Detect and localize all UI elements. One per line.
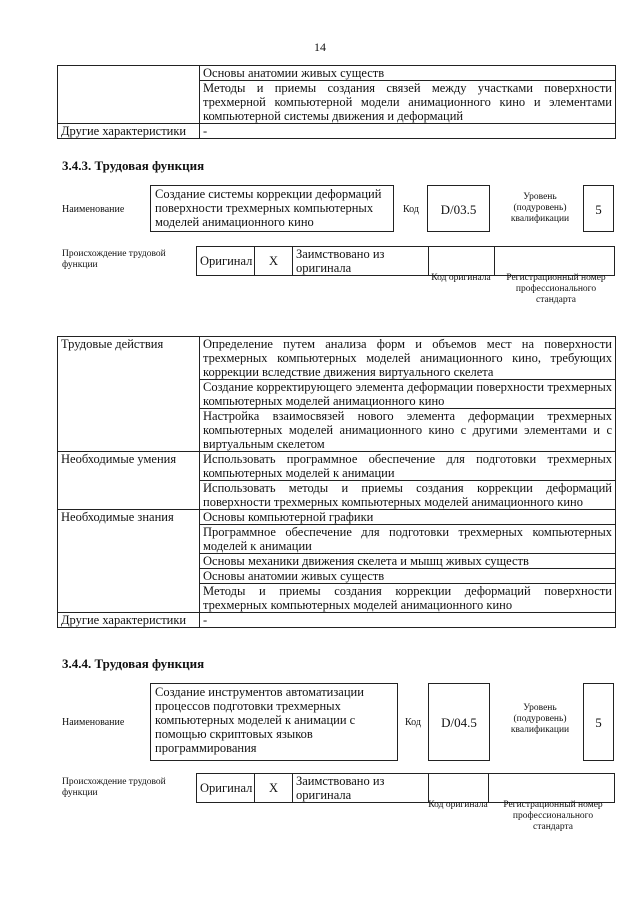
other-characteristics-label: Другие характеристики (58, 124, 200, 139)
skill-item: Использовать программное обеспечение для подготовки трехмерных компьютерных моделей к анимации (200, 452, 616, 481)
code-original-caption: Код оригинала (428, 800, 488, 810)
top-table-label-cell (58, 66, 200, 124)
origin-table (196, 773, 615, 803)
borrowed-label: Заимствовано из оригинала (293, 774, 429, 803)
top-table-row: Методы и приемы создания связей между участками поверхности трехмерной компьютерной модели анимационного кино и элементами компьютерной системы движения и деформаций (200, 81, 616, 124)
required-skills-label: Необходимые умения (58, 452, 200, 510)
other-characteristics-label: Другие характеристики (58, 613, 200, 628)
labor-action-item: Создание корректирующего элемента деформации поверхности трехмерных компьютерных моделей анимационного кино (200, 380, 616, 409)
top-table-row: Основы анатомии живых существ (200, 66, 616, 81)
original-mark: X (255, 774, 293, 803)
function-details-table (57, 336, 616, 628)
origin-label: Происхождение трудовой функции (62, 777, 166, 798)
knowledge-item: Программное обеспечение для подготовки трехмерных компьютерных моделей к анимации (200, 525, 616, 554)
knowledge-item: Основы анатомии живых существ (200, 569, 616, 584)
code-label: Код (403, 204, 419, 215)
qualification-level-box: 5 (583, 185, 614, 232)
labor-action-item: Настройка взаимосвязей нового элемента деформации трехмерных компьютерных моделей анимационного кино с другими элементами и с виртуальным скелетом (200, 409, 616, 452)
code-original-cell (429, 774, 489, 803)
reg-number-cell (489, 774, 615, 803)
qualification-level-label: Уровень (подуровень) квалификации (510, 192, 570, 224)
code-label: Код (405, 717, 421, 728)
qualification-level-label: Уровень (подуровень) квалификации (510, 703, 570, 735)
knowledge-item: Основы компьютерной графики (200, 510, 616, 525)
origin-table (196, 246, 615, 276)
function-code-box: D/03.5 (427, 185, 490, 232)
original-mark: X (255, 247, 293, 276)
labor-actions-label: Трудовые действия (58, 337, 200, 452)
section-heading: 3.4.3. Трудовая функция (62, 158, 205, 173)
original-label: Оригинал (197, 774, 255, 803)
original-label: Оригинал (197, 247, 255, 276)
section-heading: 3.4.4. Трудовая функция (62, 656, 205, 671)
knowledge-item: Методы и приемы создания коррекции деформаций поверхности трехмерных компьютерных моделей анимационного кино (200, 584, 616, 613)
top-table (57, 65, 616, 139)
page-number: 14 (314, 40, 326, 54)
code-original-cell (429, 247, 495, 276)
borrowed-label: Заимствовано из оригинала (293, 247, 429, 276)
other-characteristics-value: - (200, 613, 616, 628)
origin-label: Происхождение трудовой функции (62, 249, 166, 270)
skill-item: Использовать методы и приемы создания коррекции деформаций поверхности трехмерных компьютерных моделей анимационного кино (200, 481, 616, 510)
function-code-box: D/04.5 (428, 683, 490, 761)
function-name-box: Создание инструментов автоматизации процессов подготовки трехмерных компьютерных моделей к анимации с помощью скриптовых языков программирования (150, 683, 398, 761)
function-name-box: Создание системы коррекции деформаций поверхности трехмерных компьютерных моделей анимационного кино (150, 185, 394, 232)
required-knowledge-label: Необходимые знания (58, 510, 200, 613)
reg-number-cell (495, 247, 615, 276)
qualification-level-box: 5 (583, 683, 614, 761)
reg-number-caption: Регистрационный номер профессионального стандарта (506, 273, 606, 305)
name-label: Наименование (62, 204, 125, 215)
labor-action-item: Определение путем анализа форм и объемов мест на поверхности трехмерных компьютерных моделей анимационного кино, требующих коррекции вследствие движения виртуального скелета (200, 337, 616, 380)
code-original-caption: Код оригинала (431, 273, 491, 283)
other-characteristics-value: - (200, 124, 616, 139)
name-label: Наименование (62, 717, 125, 728)
knowledge-item: Основы механики движения скелета и мышц живых существ (200, 554, 616, 569)
reg-number-caption: Регистрационный номер профессионального стандарта (503, 800, 603, 832)
